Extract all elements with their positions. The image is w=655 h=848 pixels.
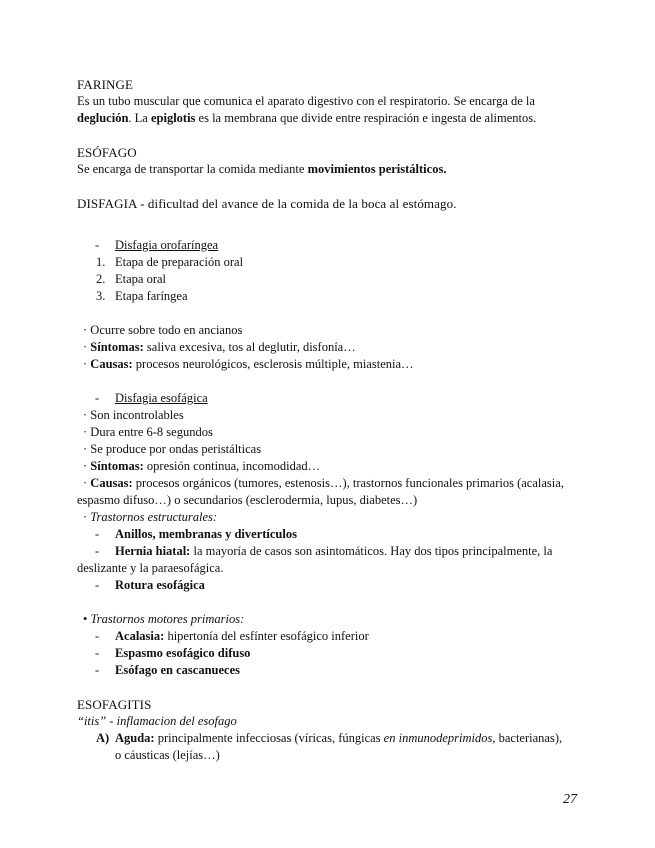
disfagia-esofagica-title: [77, 390, 582, 407]
faringe-line-2-text-b: es la membrana que divide entre respiración e ingesta de alimentos.: [195, 111, 537, 125]
esofagica-item: [77, 407, 582, 424]
bullet-dot: ·: [83, 340, 88, 354]
trastornos-estructurales-heading: [77, 509, 582, 526]
bullet-dot: ·: [83, 442, 88, 456]
motores-heading-text: Trastornos motores primarios:: [90, 612, 245, 626]
esofago-text: [77, 161, 582, 178]
cascanueces-item: [77, 662, 582, 679]
bullet-dot: ·: [83, 459, 88, 473]
disfagia-orofaringea-title: [77, 237, 582, 254]
epiglotis-term: epiglotis: [150, 111, 196, 125]
step-text: Etapa oral: [115, 272, 167, 286]
step-number: 1.: [96, 255, 106, 269]
dash-marker: -: [95, 527, 100, 541]
sintomas-orofaringea: [77, 339, 582, 356]
causas-text: procesos neurológicos, esclerosis múltiple, miastenia…: [132, 357, 414, 371]
aguda-text-b: , bacterianas),: [492, 731, 563, 745]
step-item: [77, 288, 582, 305]
faringe-line-2-text-a: . La: [128, 111, 151, 125]
bullet-dot: ·: [83, 425, 88, 439]
step-text: Etapa faríngea: [115, 289, 188, 303]
esofagica-item-text: Se produce por ondas peristálticas: [90, 442, 262, 456]
hernia-label: Hernia hiatal:: [115, 544, 191, 558]
dash-marker: -: [95, 646, 100, 660]
ocurre-text: Ocurre sobre todo en ancianos: [90, 323, 243, 337]
bullet-dot: ·: [83, 476, 88, 490]
movimientos-peristalticos-term: movimientos peristálticos.: [307, 162, 447, 176]
causas-label: Causas:: [90, 476, 133, 490]
sintomas-label: Síntomas:: [90, 459, 144, 473]
sintomas-text: saliva excesiva, tos al deglutir, disfonía…: [143, 340, 356, 354]
document-page: [77, 76, 582, 764]
cascanueces-text: Esófago en cascanueces: [115, 663, 240, 677]
bullet-dot: ·: [83, 357, 88, 371]
bullet-dot: •: [83, 612, 88, 626]
step-number: 3.: [96, 289, 106, 303]
step-item: [77, 271, 582, 288]
causas-text-line-1: procesos orgánicos (tumores, estenosis…), trastornos funcionales primarios (acalasia,: [132, 476, 564, 490]
bullet-dot: ·: [83, 323, 88, 337]
causas-orofaringea: [77, 356, 582, 373]
aguda-line-2: [77, 747, 582, 764]
alpha-marker: A): [96, 731, 110, 745]
hernia-item: [77, 543, 582, 560]
hernia-text-line-1: la mayoría de casos son asintomáticos. Hay dos tipos principalmente, la: [190, 544, 553, 558]
faringe-heading: FARINGE: [77, 77, 134, 92]
anillos-text: Anillos, membranas y divertículos: [115, 527, 297, 541]
espasmo-item: [77, 645, 582, 662]
causas-label: Causas:: [90, 357, 133, 371]
dash-marker: -: [95, 238, 100, 252]
hernia-text-line-2: deslizante y la paraesofágica.: [77, 561, 224, 575]
aguda-label: Aguda:: [115, 731, 155, 745]
esofagica-item-text: Son incontrolables: [90, 408, 184, 422]
esofagica-title-text: Disfagia esofágica: [115, 391, 208, 405]
esofagica-item: [77, 441, 582, 458]
orofaringea-title-text: Disfagia orofaríngea: [115, 238, 219, 252]
acalasia-label: Acalasia:: [115, 629, 165, 643]
acalasia-item: [77, 628, 582, 645]
step-number: 2.: [96, 272, 106, 286]
step-item: [77, 254, 582, 271]
espasmo-text: Espasmo esofágico difuso: [115, 646, 251, 660]
dash-marker: -: [95, 663, 100, 677]
estructurales-heading-text: Trastornos estructurales:: [90, 510, 218, 524]
deglucion-term: deglución: [77, 111, 129, 125]
esofago-heading: ESÓFAGO: [77, 145, 137, 160]
trastornos-motores-heading: [77, 611, 582, 628]
step-text: Etapa de preparación oral: [115, 255, 244, 269]
disfagia-heading: DISFAGIA - dificultad del avance de la comida de la boca al estómago.: [77, 196, 457, 211]
bullet-dot: ·: [83, 408, 88, 422]
dash-marker: -: [95, 544, 100, 558]
esofagitis-heading: ESOFAGITIS: [77, 697, 152, 712]
aguda-item: [77, 730, 582, 747]
esofagitis-subtitle-text: “itis” - inflamacion del esofago: [77, 714, 237, 728]
causas-text-line-2: espasmo difuso…) o secundarios (esclerodermia, lupus, diabetes…): [77, 493, 418, 507]
faringe-line-1: Es un tubo muscular que comunica el aparato digestivo con el respiratorio. Se encarga de la: [77, 94, 535, 108]
dash-marker: -: [95, 391, 100, 405]
aguda-italic: en inmunodeprimidos: [383, 731, 493, 745]
causas-esofagica: [77, 475, 582, 492]
acalasia-text: hipertonía del esfínter esofágico inferior: [164, 629, 369, 643]
aguda-text-a: principalmente infecciosas (víricas, fúngicas: [154, 731, 384, 745]
bullet-dot: ·: [83, 510, 88, 524]
sintomas-text: opresión continua, incomodidad…: [143, 459, 321, 473]
page-number: 27: [563, 792, 577, 807]
sintomas-label: Síntomas:: [90, 340, 144, 354]
dash-marker: -: [95, 578, 100, 592]
sintomas-esofagica: [77, 458, 582, 475]
esofago-text-plain: Se encarga de transportar la comida mediante: [77, 162, 308, 176]
ocurre-item: [77, 322, 582, 339]
faringe-line-2: [77, 110, 582, 127]
aguda-line-2-text: o cáusticas (lejías…): [115, 748, 220, 762]
esofagica-item: [77, 424, 582, 441]
rotura-text: Rotura esofágica: [115, 578, 205, 592]
esofagitis-subtitle: [77, 713, 582, 730]
esofagica-item-text: Dura entre 6-8 segundos: [90, 425, 213, 439]
rotura-item: [77, 577, 582, 594]
dash-marker: -: [95, 629, 100, 643]
anillos-item: [77, 526, 582, 543]
